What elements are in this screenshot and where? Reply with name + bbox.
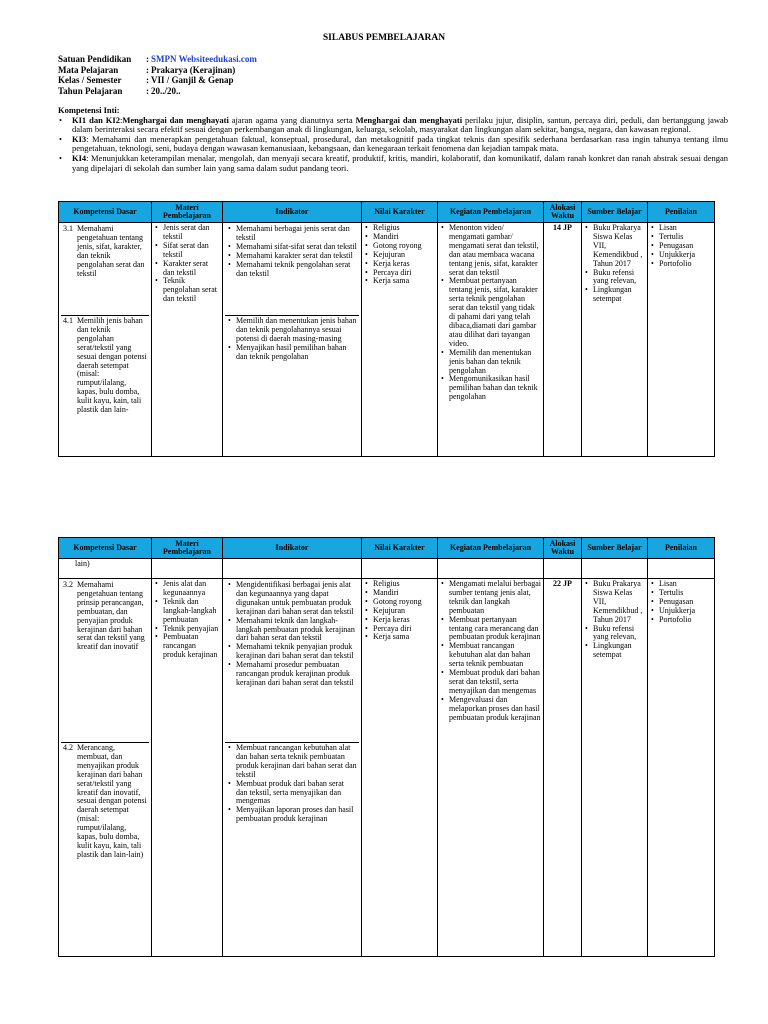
kd-text: Memilih jenis bahan dan teknik pengolahan serat/tekstil yang sesuai dengan potensi daerah setempat (misal: rumput/ilalang, kapas, bulu domba, kulit kayu, kain, tali plastik dan lain- [77,316,147,415]
header-alokasi: Alokasi Waktu [544,202,582,223]
info-value: Prakarya (Kerajinan) [151,64,236,75]
indikator-cell: • Mengidentifikasi berbagai jenis alat dan kegunaannya yang dapat digunakan untuk pembuatan produk kerajinan dari bahan serat dan tekstil • Memahami teknik dan langkah-langkah pembuatan produk kerajinan dari bahan serat dan tekstil • Memahami teknik penyajian produk kerajinan dari bahan serat dan tekstil • Memahami prosedur pembuatan rancangan produk kerajinan produk kerajinan dari bahan serat dan tekstil • Membuat rancangan kebutuhan alat dan bahan serta teknik pembuatan produk kerajinan dari bahan serat dan tekstil • Membuat produk dari bahan serat dan tekstil, serta menyajikan dan mengemas • Menyajikan laporan proses dan hasil pembuatan produk kerajinan [223,579,362,957]
silabus-table-2 [58,537,715,957]
header-nilai: Nilai Karakter [362,538,438,559]
header-kd: Kompetensi Dasar [59,202,152,223]
nilai-cell: • Religius • Mandiri • Gotong royong • Kejujuran • Kerja keras • Percaya diri • Kerja sama [362,579,438,957]
table-row [59,223,715,457]
info-row-tahun: Tahun Pelajaran : 20../20.. [58,85,181,96]
ki-heading: Kompetensi Inti: [58,105,120,115]
header-indikator: Indikator [223,538,362,559]
school-link[interactable]: SMPN Websiteedukasi.com [151,54,257,64]
kompetensi-inti [58,106,728,173]
alokasi-cell: 22 JP [544,579,582,957]
header-kegiatan: Kegiatan Pembelajaran [438,202,544,223]
ki1-item: • KI1 dan KI2:Menghargai dan menghayati ajaran agama yang dianutnya serta Menghargai dan menghayati perilaku jujur, disiplin, santun, percaya diri, peduli, dan bertanggung jawab dalam berinteraksi secara efektif sesuai dengan perkembangan anak di lingkungan, keluarga, sekolah, masyarakat dan lingkungan alam sekitar, bangsa, negara, dan kawasan regional. [72,116,728,135]
indikator-cell: • Memahami berbagai jenis serat dan tekstil • Memahami sifat-sifat serat dan tekstil • Memahami karakter serat dan tekstil • Memahami teknik pengolahan serat dan tekstil • Memilih dan menentukan jenis bahan dan teknik pengolahannya sesuai potensi di daerah masing-masing • Menyajikan hasil pemilihan bahan dan teknik pengolahan [223,223,362,457]
ki4-item: • KI4: Menunjukkan keterampilan menalar, mengolah, dan menyaji secara kreatif, produktif, kritis, mandiri, kolaboratif, dan komunikatif, dalam ranah konkret dan ranah abstrak sesuai dengan yang dipelajari di sekolah dan sumber lain yang sama dalam sudut pandang teori. [72,154,728,173]
header-sumber: Sumber Belajar [582,538,648,559]
page-title: SILABUS PEMBELAJARAN [322,33,446,43]
materi-cell: • Jenis alat dan kegunaannya • Teknik dan langkah-langkah pembuatan • Teknik penyajian • Pembuatan rancangan produk kerajinan [152,579,223,957]
materi-cell: • Jenis serat dan tekstil • Sifat serat dan tekstil • Karakter serat dan tekstil • Teknik pengolahan serat dan tekstil [152,223,223,457]
kd-cell: 3.1 Memahami pengetahuan tentang jenis, sifat, karakter, dan teknik pengolahan serat dan tekstil 4.1 Memilih jenis bahan dan teknik pengolahan serat/tekstil yang sesuai dengan potensi daerah setempat (misal: rumput/ilalang, kapas, bulu domba, kulit kayu, kain, tali plastik dan lain- [59,223,152,457]
silabus-table-1 [58,201,715,457]
header-alokasi: Alokasi Waktu [544,538,582,559]
header-materi: Materi Pembelajaran [152,538,223,559]
info-label: Satuan Pendidikan [58,54,132,64]
header-materi: Materi Pembelajaran [152,202,223,223]
info-value: 20../20.. [151,85,181,96]
sumber-cell: • Buku Prakarya Siswa Kelas VII, Kemendikbud , Tahun 2017 • Buku refensi yang relevan, • Lingkungan setempat [582,223,648,457]
info-label: Mata Pelajaran [58,64,119,75]
header-nilai: Nilai Karakter [362,202,438,223]
kd-text: Memahami pengetahuan tentang jenis, sifat, karakter, dan teknik pengolahan serat dan tekstil [77,224,145,278]
identity-block [58,54,257,96]
kegiatan-cell: • Menonton video/ mengamati gambar/ mengamati serat dan tekstil, dan atau membaca wacana tentang jenis, sifat, karakter serat dan tekstil • Membuat pertanyaan tentang jenis, sifat, karakter serta teknik pengolahan serat dan tekstil yang tidak di pahami dari yang telah dibaca,diamati dari gambar atau dilihat dari tayangan video. • Memilih dan menentukan jenis bahan dan teknik pengolahan • Mengomunikasikan hasil pemilihan bahan dan teknik pengolahan [438,223,544,457]
penilaian-cell: • Lisan • Tertulis • Penugasan • Unjukkerja • Portofolio [648,223,715,457]
table-row [59,579,715,957]
header-penilaian: Penilaian [648,538,715,559]
header-indikator: Indikator [223,202,362,223]
info-row-satuan: Satuan Pendidikan : SMPN Websiteedukasi.com [58,54,257,64]
header-penilaian: Penilaian [648,202,715,223]
penilaian-cell: • Lisan • Tertulis • Penugasan • Unjukkerja • Portofolio [648,579,715,957]
ki-list [58,116,728,174]
table-row-continuation [59,559,715,579]
info-label: Tahun Pelajaran [58,85,123,96]
sumber-cell: • Buku Prakarya Siswa Kelas VII, Kemendikbud , Tahun 2017 • Buku refensi yang relevan, • Lingkungan setempat [582,579,648,957]
info-row-kelas: Kelas / Semester : VII / Ganjil & Genap [58,75,234,85]
ki3-item: • KI3: Memahami dan menerapkan pengetahuan faktual, konseptual, prosedural, dan metakognitif pada tingkat teknis dan spesifik sederhana berdasarkan rasa ingin tahunya tentang ilmu pengetahuan, teknologi, seni, budaya dengan wawasan kemanusiaan, kebangsaan, dan kenegaraan terkait fenomena dan kejadian tampak mata. [72,135,728,154]
info-label: Kelas / Semester [58,75,122,85]
kd-text: Memahami pengetahuan tentang prinsip perancangan, pembuatan, dan penyajian produk kerajinan dari bahan serat dan tekstil yang kreatif dan inovatif [77,580,145,652]
kd-text: Merancang, membuat, dan menyajikan produk kerajinan dari bahan serat/tekstil yang kreatif dan inovatif, sesuai dengan potensi daerah setempat (misal: rumput/ilalang, kapas, bulu domba, kulit kayu, kain, tali plastik dan lain-lain) [77,743,147,859]
alokasi-cell: 14 JP [544,223,582,457]
info-value: VII / Ganjil & Genap [151,75,234,85]
kd-cell: 3.2 Memahami pengetahuan tentang prinsip perancangan, pembuatan, dan penyajian produk kerajinan dari bahan serat dan tekstil yang kreatif dan inovatif 4.2 Merancang, membuat, dan menyajikan produk kerajinan dari bahan serat/tekstil yang kreatif dan inovatif, sesuai dengan potensi daerah setempat (misal: rumput/ilalang, kapas, bulu domba, kulit kayu, kain, tali plastik dan lain-lain) [59,579,152,957]
nilai-cell: • Religius • Mandiri • Gotong royong • Kejujuran • Kerja keras • Percaya diri • Kerja sama [362,223,438,457]
kegiatan-cell: • Mengamati melalui berbagai sumber tentang jenis alat, teknik dan langkah pembuatan • Membuat pertanyaan tentang cara merancang dan pembuatan produk kerajinan • Membuat rancangan kebutuhan alat dan bahan serta teknik pembuatan • Membuat produk dari bahan serat dan tekstil, serta menyajikan dan mengemas • Mengevaluasi dan melaporkan proses dan hasil pembuatan produk kerajinan [438,579,544,957]
header-kegiatan: Kegiatan Pembelajaran [438,538,544,559]
header-kd: Kompetensi Dasar [59,538,152,559]
header-sumber: Sumber Belajar [582,202,648,223]
info-row-mapel: Mata Pelajaran : Prakarya (Kerajinan) [58,64,236,75]
kd-continuation: lain) [59,559,152,579]
